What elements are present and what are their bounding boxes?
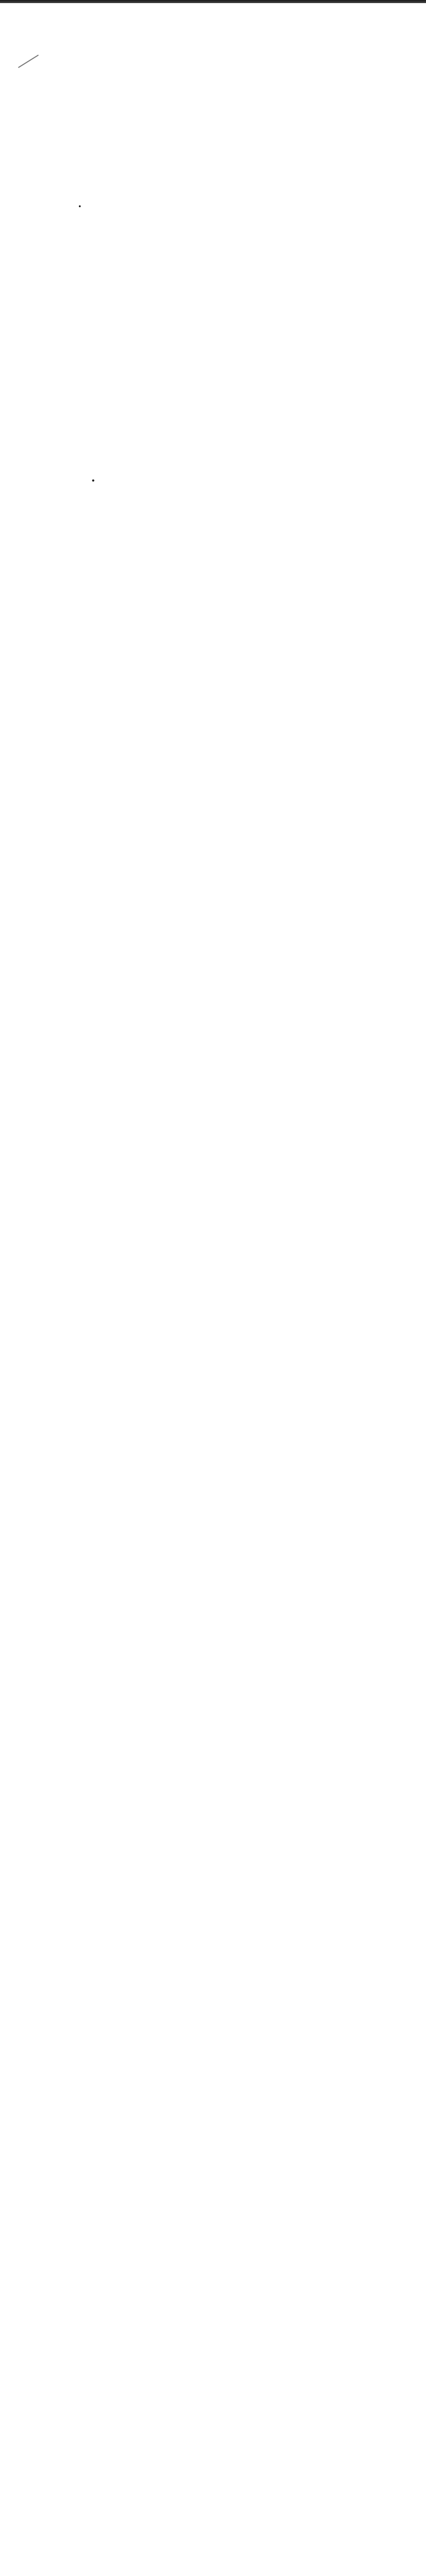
pen-mark <box>18 55 39 68</box>
page-1 <box>0 0 426 601</box>
scan-top-edge <box>0 0 426 3</box>
